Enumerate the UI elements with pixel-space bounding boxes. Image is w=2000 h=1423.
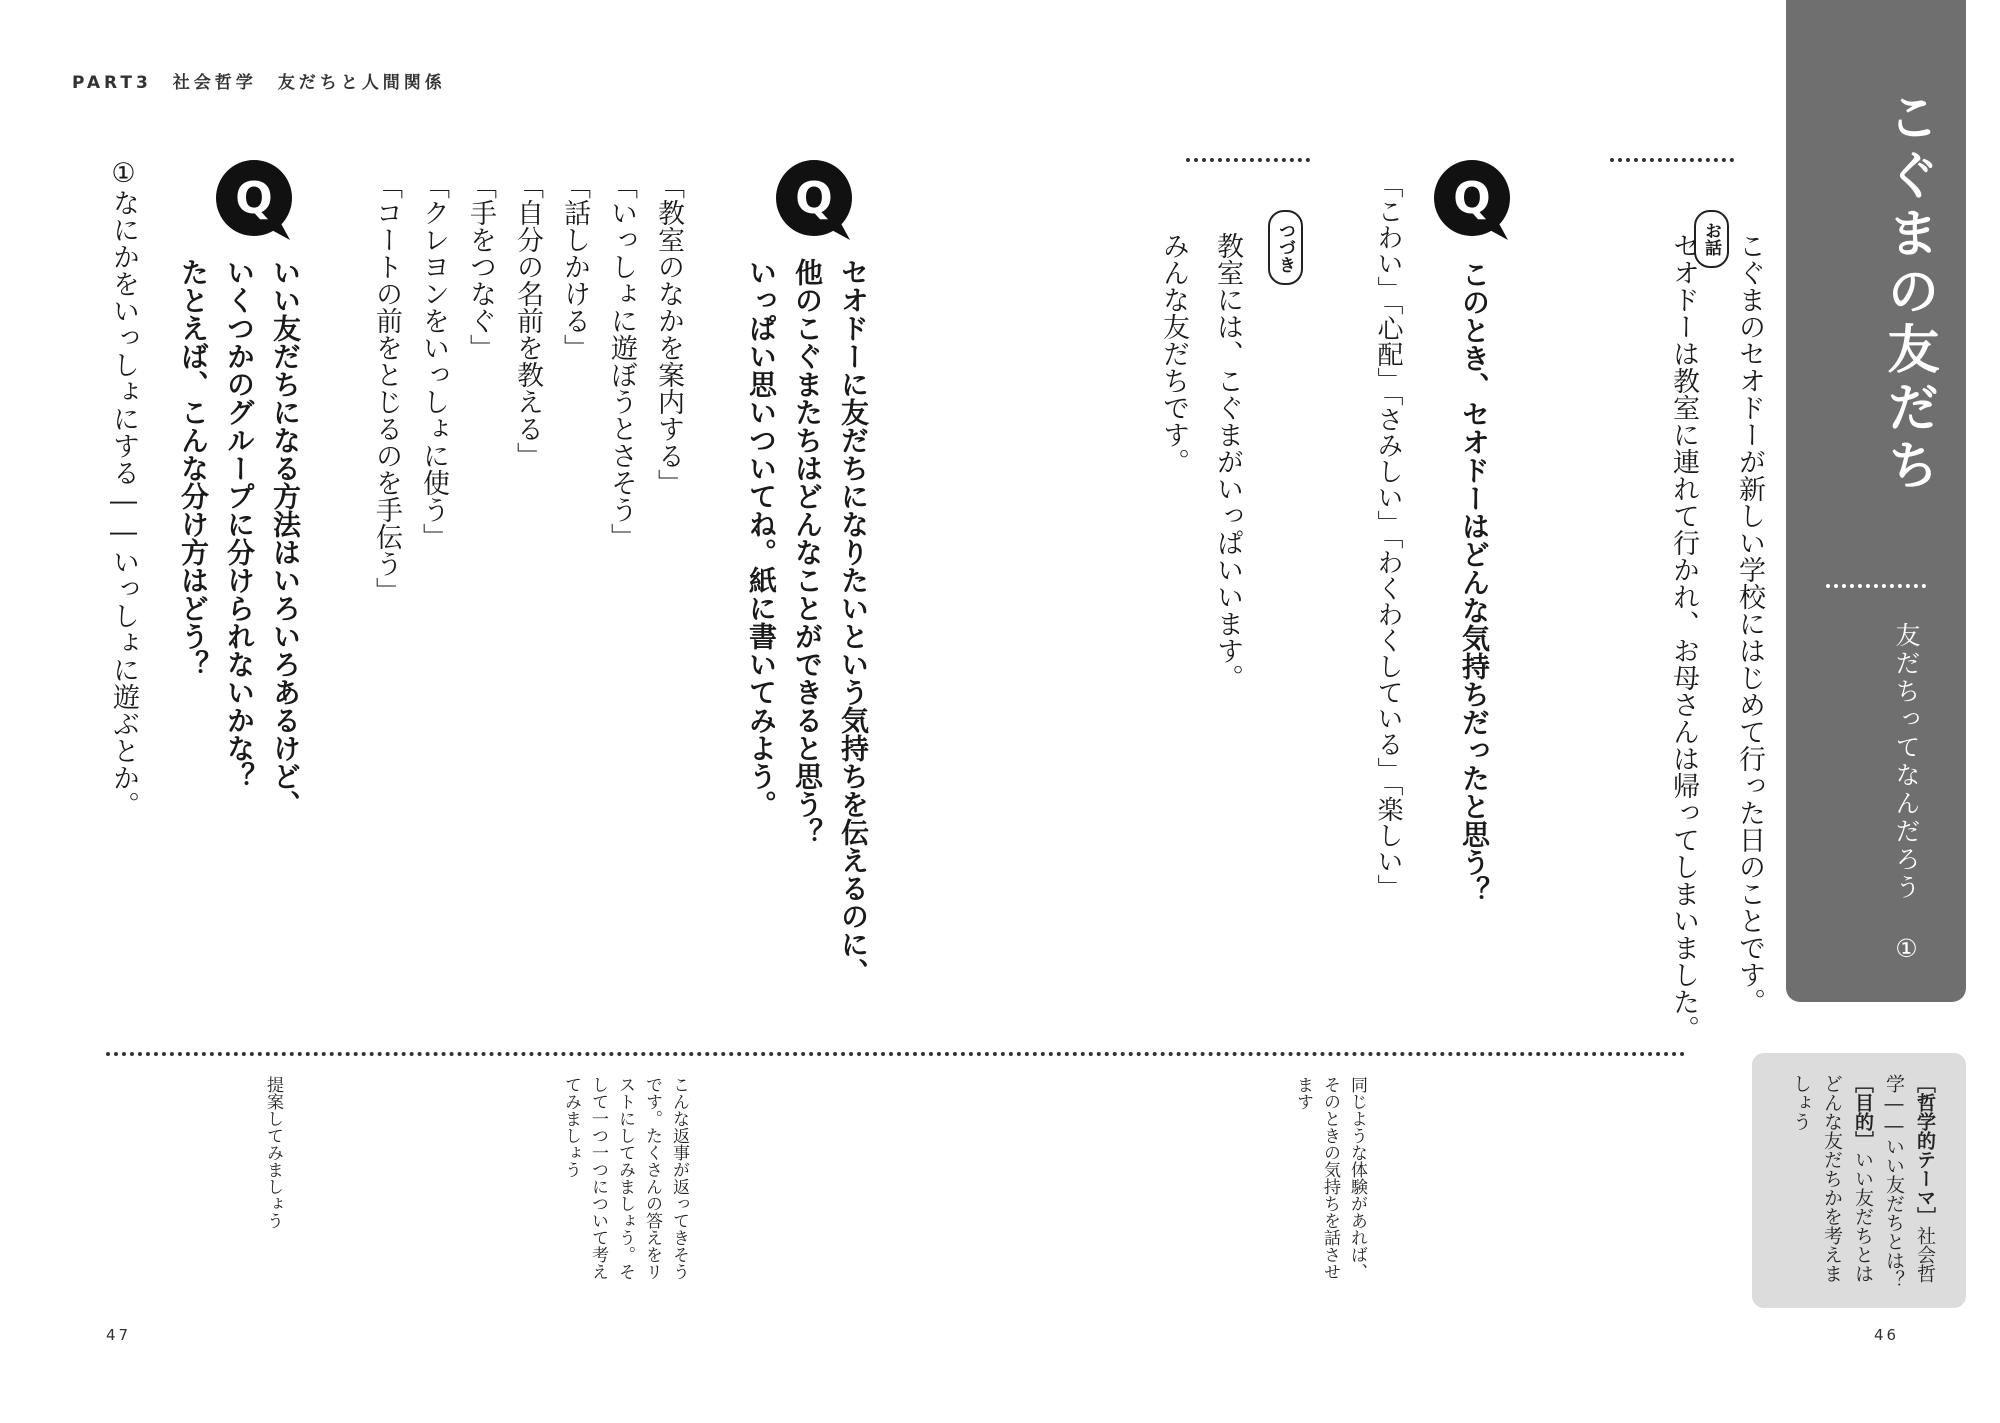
continuation-divider: [1186, 158, 1310, 162]
question-2-line: セオドーに友だちになりたいという気持ちを伝えるのに、: [837, 258, 870, 986]
note-suggest: 提案してみましょう: [263, 1076, 283, 1229]
story-tag: お話: [1694, 210, 1729, 268]
question-2: [738, 258, 876, 986]
question-icon-letter: Q: [795, 173, 833, 224]
answer-item: 「自分の名前を教える」: [512, 172, 543, 469]
question-3-example: ①なにかをいっしょにする――いっしょに遊ぶとか。: [108, 158, 139, 818]
question-1-answers: 「こわい」「心配」「さみしい」「わくわくしている」「楽しい」: [1373, 172, 1403, 900]
question-icon: [212, 158, 296, 242]
question-3-line: いい友だちになる方法はいろいろあるけど、: [269, 258, 302, 818]
note-feelings: 同じような体験があれば、そのときの気持ちを話させます: [1293, 1076, 1367, 1280]
question-2-line: 他のこぐまたちはどんなことができると思う？: [791, 258, 824, 846]
page-subtitle: 友だちってなんだろう ①: [1892, 622, 1921, 966]
question-icon-letter: Q: [1453, 173, 1491, 224]
story-line: こぐまのセオドーが新しい学校にはじめて行った日のことです。: [1734, 232, 1765, 1015]
story-text: [1650, 232, 1782, 1042]
question-icon: [772, 158, 856, 242]
notes-divider: [106, 1052, 1686, 1056]
theme-text: 社会哲学――いい友だちとは？: [1883, 1074, 1936, 1289]
part-header: PART3 社会哲学 友だちと人間関係: [72, 73, 446, 93]
theme-box-text: [1785, 1074, 1940, 1294]
question-3-line: たとえば、こんな分け方はどう？: [177, 258, 210, 678]
answer-item: 「手をつなぐ」: [465, 172, 496, 361]
page-number-right: 46: [1874, 1326, 1900, 1344]
title-divider: [1826, 584, 1926, 588]
answer-item: 「クレヨンをいっしょに使う」: [418, 172, 449, 550]
continuation-line: 教室には、こぐまがいっぱいいます。: [1212, 232, 1243, 691]
answer-item: 「いっしょに遊ぼうとさそう」: [606, 172, 637, 550]
question-1: このとき、セオドーはどんな気持ちだったと思う？: [1458, 260, 1491, 904]
page-title: こぐまの友だち: [1878, 90, 1938, 496]
continuation-line: みんな友だちです。: [1158, 232, 1189, 475]
story-line: セオドーは教室に連れて行かれ、お母さんは帰ってしまいました。: [1668, 232, 1699, 1042]
purpose-label: ［目的］: [1852, 1074, 1874, 1150]
answer-item: 「話しかける」: [559, 172, 590, 361]
answer-item: 「コートの前をとじるのを手伝う」: [371, 172, 402, 604]
question-2-answers: [363, 172, 692, 604]
question-icon-letter: Q: [235, 173, 273, 224]
continuation-tag: つづき: [1268, 210, 1303, 285]
continuation-text: [1146, 232, 1254, 752]
note-answers: こんな返事が返ってきそうです。たくさんの答えをリストにしてみましょう。そして一つ一つについて考えてみましょう: [561, 1076, 689, 1280]
page-number-left: 47: [106, 1326, 132, 1344]
answer-item: 「教室のなかを案内する」: [653, 172, 684, 496]
question-3: [170, 258, 308, 818]
purpose-text: いい友だちとはどんな友だちかを考えましょう: [1790, 1074, 1874, 1283]
question-icon: [1430, 158, 1514, 242]
theme-label: ［哲学的テーマ］: [1914, 1074, 1936, 1226]
question-2-line: いっぱい思いついてね。紙に書いてみよう。: [745, 258, 778, 818]
question-3-line: いくつかのグループに分けられないかな？: [223, 258, 256, 790]
story-divider: [1610, 158, 1734, 162]
